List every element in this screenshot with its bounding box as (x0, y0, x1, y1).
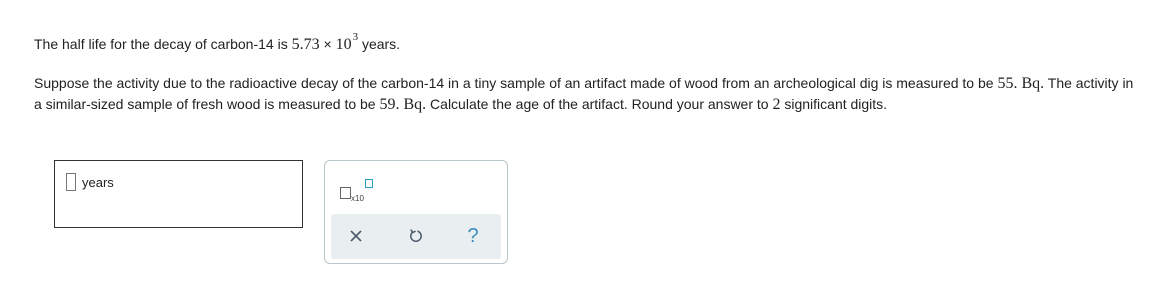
times-sign: × (319, 36, 336, 52)
answer-area (54, 160, 303, 228)
half-life-mantissa: 5.73 (291, 36, 320, 53)
significant-digits: 2 (772, 96, 781, 113)
sample-activity: 55. Bq. (997, 75, 1045, 92)
fresh-activity: 59. Bq. (379, 96, 427, 113)
half-life-text-pre: The half life for the decay of carbon-14 is (34, 36, 292, 52)
question-paragraph (34, 73, 1144, 115)
math-toolbar (324, 160, 508, 264)
question-text-2: The activity in a similar-sized sample of fresh wood is measured to be (34, 75, 1134, 112)
scientific-notation-button[interactable] (340, 179, 372, 203)
power-base: 10 (335, 36, 352, 53)
exponent-slot-icon (365, 179, 373, 188)
question-text-1: Suppose the activity due to the radioactive decay of the carbon-14 in a tiny sample of an artifact made of wood from an archeological dig is measured to be (34, 75, 994, 91)
x10-label: x10 (351, 194, 364, 203)
question-text-3: Calculate the age of the artifact. Round your answer to (426, 96, 773, 112)
help-icon[interactable]: ? (467, 225, 479, 247)
close-icon[interactable] (346, 226, 366, 246)
question-text-4: significant digits. (780, 96, 888, 112)
answer-unit: years (82, 175, 114, 190)
answer-input[interactable] (66, 173, 76, 191)
half-life-statement (34, 31, 401, 56)
undo-icon[interactable] (406, 226, 426, 246)
mantissa-slot-icon (340, 187, 351, 199)
action-bar (331, 214, 501, 259)
half-life-unit: years. (358, 36, 401, 52)
power-exponent: 3 (352, 31, 359, 43)
